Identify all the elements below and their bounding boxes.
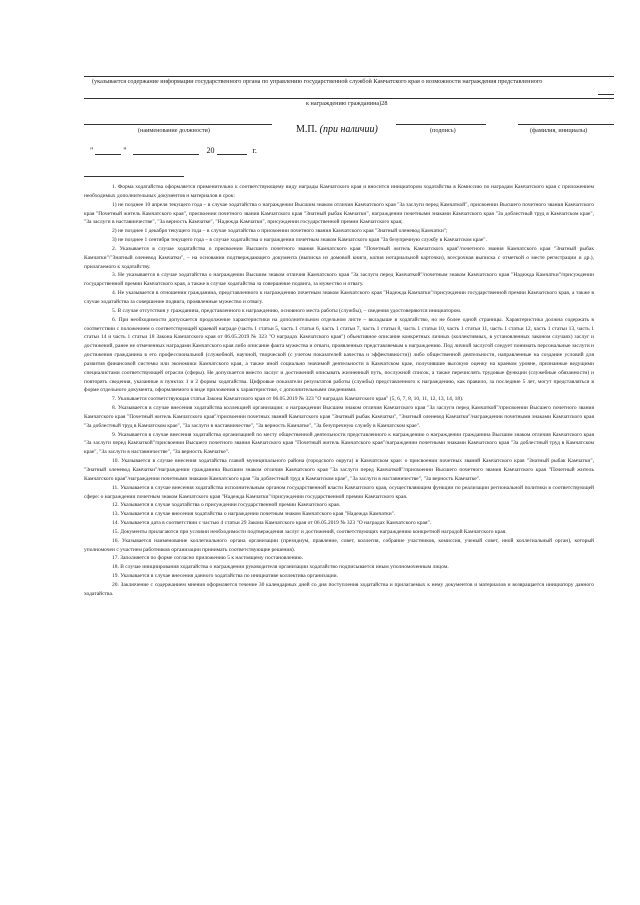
note-12: 12. Указывается в случае ходатайства о присуждении государственной премии Камчатского края. xyxy=(112,502,341,509)
note-13: 13. Указывается в случае внесения ходатайства о награждении почетным знаком Камчатского края "Надежда Камчатки". xyxy=(112,511,396,518)
stamp-note: (при наличии) xyxy=(319,124,378,135)
date-close-quote: " xyxy=(123,146,127,155)
note-11: 11. Указывается в случае внесения ходатайства исполнительным органом государственной власти Камчатского края, осуществляющим функции по реализации региональной политики в соответствующей сфере: о награждении почетным знаком Камчатского края "Надежда Камчатки"/присуждении государственной премии Камчатского края. xyxy=(84,484,594,500)
note-1-1: 1) не позднее 10 апреля текущего года – в случае ходатайства о награждении Высшим знаком отличия Камчатского края "За заслуги перед Камчаткой", присвоении Высшего почетного звания Камчатского края "Почетный житель Камчатского края", присвоении почетного звания Камчатского края "Знатный рыбак Камчатки", награждении почетными знаками Камчатского края "За доблестный труд в Камчатском крае", "За заслуги в наставничестве", "За верность Камчатке", "Надежда Камчатки", присуждении государственной премии Камчатского края; xyxy=(84,201,594,226)
note-2: 2. Указывается в случае ходатайства о присвоении Высшего почетного звания Камчатского края "Почетный житель Камчатского края"/почетного звания Камчатского края "Знатный рыбак Камчатки"/"Знатный оленевод Камчатки", – на основании подтверждающего документа (выписка из домовой книги, копия нотариальной карточки), всесрочная выписка с отметкой о месте регистрации и др.), прилагаемого к ходатайству. xyxy=(84,245,594,270)
note-18: 18. В случае инициирования ходатайства о награждении руководителя организации ходатайство подписывается иным уполномоченным лицом. xyxy=(112,564,449,571)
note-17: 17. Заполняется по форме согласно приложению 5 к настоящему постановлению. xyxy=(112,555,303,562)
note-15: 15. Документы прилагаются при условии необходимости подтверждения заслуг и достижений, соответствующих награждению конкретной наградой Камчатского края. xyxy=(112,528,507,535)
position-caption: (наименование должности) xyxy=(138,127,210,134)
signature-caption: (подпись) xyxy=(430,127,456,134)
note-20: 20. Заключение с содержанием мнения оформляется течение 30 календарных дней со дня поступления ходатайства и прилагаемых к нему документов и материалов и возвращается инициатору данного ходатайства. xyxy=(84,581,594,597)
year-blank xyxy=(217,146,247,155)
note-1-2: 2) не позднее 1 декабря текущего года – в случае ходатайства о присвоении почетного звания Камчатского края "Знатный оленевод Камчатки"; xyxy=(112,228,448,235)
note-19: 19. Указывается в случае внесения данного ходатайства по инициативе коллектива организации. xyxy=(112,573,338,580)
agency-info-line xyxy=(84,76,614,77)
stamp-label xyxy=(296,124,378,135)
note-16: 16. Указывается наименование коллегиального органа организации (президиум, правление, совет, коллегия, собрание участников, комиссия, ученый совет, иной коллегиальный орган), который уполномочен с участием работников организации принимать соответствующие решения). xyxy=(84,537,594,553)
footnotes xyxy=(84,183,594,599)
month-blank xyxy=(133,146,199,155)
note-3: 3. Не указывается в случае ходатайства о награждении Высшим знаком отличия Камчатского края "За заслуги перед Камчаткой"/почетным знаком Камчатского края "Надежда Камчатки"/присуждении государственной премии Камчатского края, а также в случае ходатайства за совершение подвига, за мужество и отвагу. xyxy=(84,272,594,288)
note-9: 9. Указывается в случае внесения ходатайства организацией по месту общественной деятельности представленного к награждению о награждении гражданина Высшим знаком отличия Камчатского края "За заслуги перед Камчаткой"/присвоении Высшего почетного звания Камчатского края "Почетный житель Камчатского края"/награждении почетными знаками Камчатского края "За доблестный труд в Камчатском крае", "За заслуги в наставничестве", "За верность Камчатке". xyxy=(84,431,594,456)
note-4: 4. Не указывается в отношении гражданина, представленного к награждению почетным знаком Камчатского края "Надежда Камчатки"/присуждении государственной премии Камчатского края, а также в случае ходатайства за совершение подвига, проявленные мужество и отвагу. xyxy=(84,290,594,305)
position-line xyxy=(84,124,272,125)
person-info-caption: к награждению гражданина)28 xyxy=(306,100,388,107)
note-6: 6. При необходимости допускается продолжение характеристики на дополнительном отдельном листе – вкладыше в ходатайство, но не более одной страницы. Характеристика должна содержать в соответствии с положением о соответствующей краевой награде (часть 1 статьи 5, часть 1 статьи 6, часть 1 статьи 7, часть 1 статьи 8, часть 1 статьи 10, часть 1 статьи 11, часть 1 статьи 12, часть 1 статьи 13, часть 1 статьи 14 и часть 1 статьи 18 Закона Камчатского края от 06.05.2019 № 323 "О наградах Камчатского края") объективное описание конкретных личных (коллективных, в установленных законом случаях) заслуг и достижений, ранее не отмеченных наградами Камчатского края либо описание факта мужества и отваги, проявленных представляемым к награждению. Под личной заслугой следует понимать персональные заслуги и достижения гражданина в его профессиональной (служебной, научной, творческой (с учетом показателей качества и эффективности)) либо общественной деятельности, направленные на создание условий для развития финансовой системы или экономики Камчатского края, а также иной социально значимой деятельности в Камчатском крае, получившие высокую оценку на краевом уровне, признанные ведущими специалистами соответствующей отрасли (сферы). Не допускается вместо заслуг и достижений описывать жизненный путь, послужной список, а также перечислять трудовые функции (служебные обязанности) и повторять сведения, указанные в пунктах 1 и 2 формы ходатайства. Цифровые показатели результатов работы (службы) представленного к награждению, как правило, за последние 5 лет, могут представляться в форме отдельного документа, оформляемого в виде приложения к характеристике, с дополнительными сведениями. xyxy=(84,316,594,394)
name-caption: (фамилия, инициалы) xyxy=(530,127,588,134)
person-info-line xyxy=(84,98,614,99)
footnote-separator xyxy=(84,176,184,177)
note-10: 10. Указывается в случае внесения ходатайства главой муниципального района (городского округа) в Камчатском крае: о присвоении почетных званий Камчатского края "Знатный рыбак Камчатки", "Знатный оленевод Камчатки"/награждении гражданина Высшим знаком отличия Камчатского края "За заслуги перед Камчаткой"/присвоении Высшего почетного звания Камчатского края "Почетный житель Камчатского края"/награждении почетными знаками Камчатского края "За доблестный труд в Камчатском крае", "За заслуги в наставничестве", "За верность Камчатке". xyxy=(84,458,594,482)
day-blank xyxy=(95,146,121,155)
stamp-mp: М.П. xyxy=(296,124,318,135)
agency-info-caption: (указывается содержание информации государственного органа по управлению государственной службой Камчатского края о возможности награждения представленного xyxy=(92,78,543,85)
person-info-line-end xyxy=(598,94,614,95)
year-suffix: г. xyxy=(252,146,257,155)
date-field xyxy=(90,146,257,155)
signature-line xyxy=(396,124,486,125)
date-open-quote: " xyxy=(90,146,94,155)
year-prefix: 20 xyxy=(206,146,215,155)
note-1: 1. Форма ходатайства оформляется применительно к соответствующему виду награды Камчатского края и вносится инициатором ходатайства в Комиссию по наградам Камчатского края с приложением необходимых дополнительных документов и материалов в срок: xyxy=(84,184,594,199)
note-14: 14. Указывается дата в соответствии с частью 4 статьи 29 Закона Камчатского края от 06.05.2019 № 323 "О наградах Камчатского края". xyxy=(112,520,432,527)
note-5: 5. В случае отсутствия у гражданина, представленного к награждению, основного места работы (службы), – сведения удостоверяются инициатором. xyxy=(112,307,462,314)
note-1-3: 3) не позднее 1 сентября текущего года – в случае ходатайства о награждении почетным знаком Камчатского края "За безупречную службу в Камчатском крае". xyxy=(112,237,487,244)
note-7: 7. Указывается соответствующая статья Закона Камчатского края от 06.05.2019 № 323 "О наградах Камчатского края" (5, 6, 7, 8, 10, 11, 12, 13, 14, 18). xyxy=(112,396,464,403)
name-line xyxy=(518,124,614,125)
note-8: 8. Указывается в случае внесения ходатайства коллекцией организации: о награждении Высшим знаком отличия Камчатского края "За заслуги перед Камчаткой"/присвоении Высшего почетного звания Камчатского края "Почетный житель Камчатского края"/присвоении почетных званий Камчатского края "Знатный рыбак Камчатки", "Знатный оленевод Камчатки"/награждении почетными знаками Камчатского края "За доблестный труд в Камчатском крае", "За заслуги в наставничестве", "За верность Камчатке", "За безупречную службу в Камчатском крае". xyxy=(84,405,594,429)
